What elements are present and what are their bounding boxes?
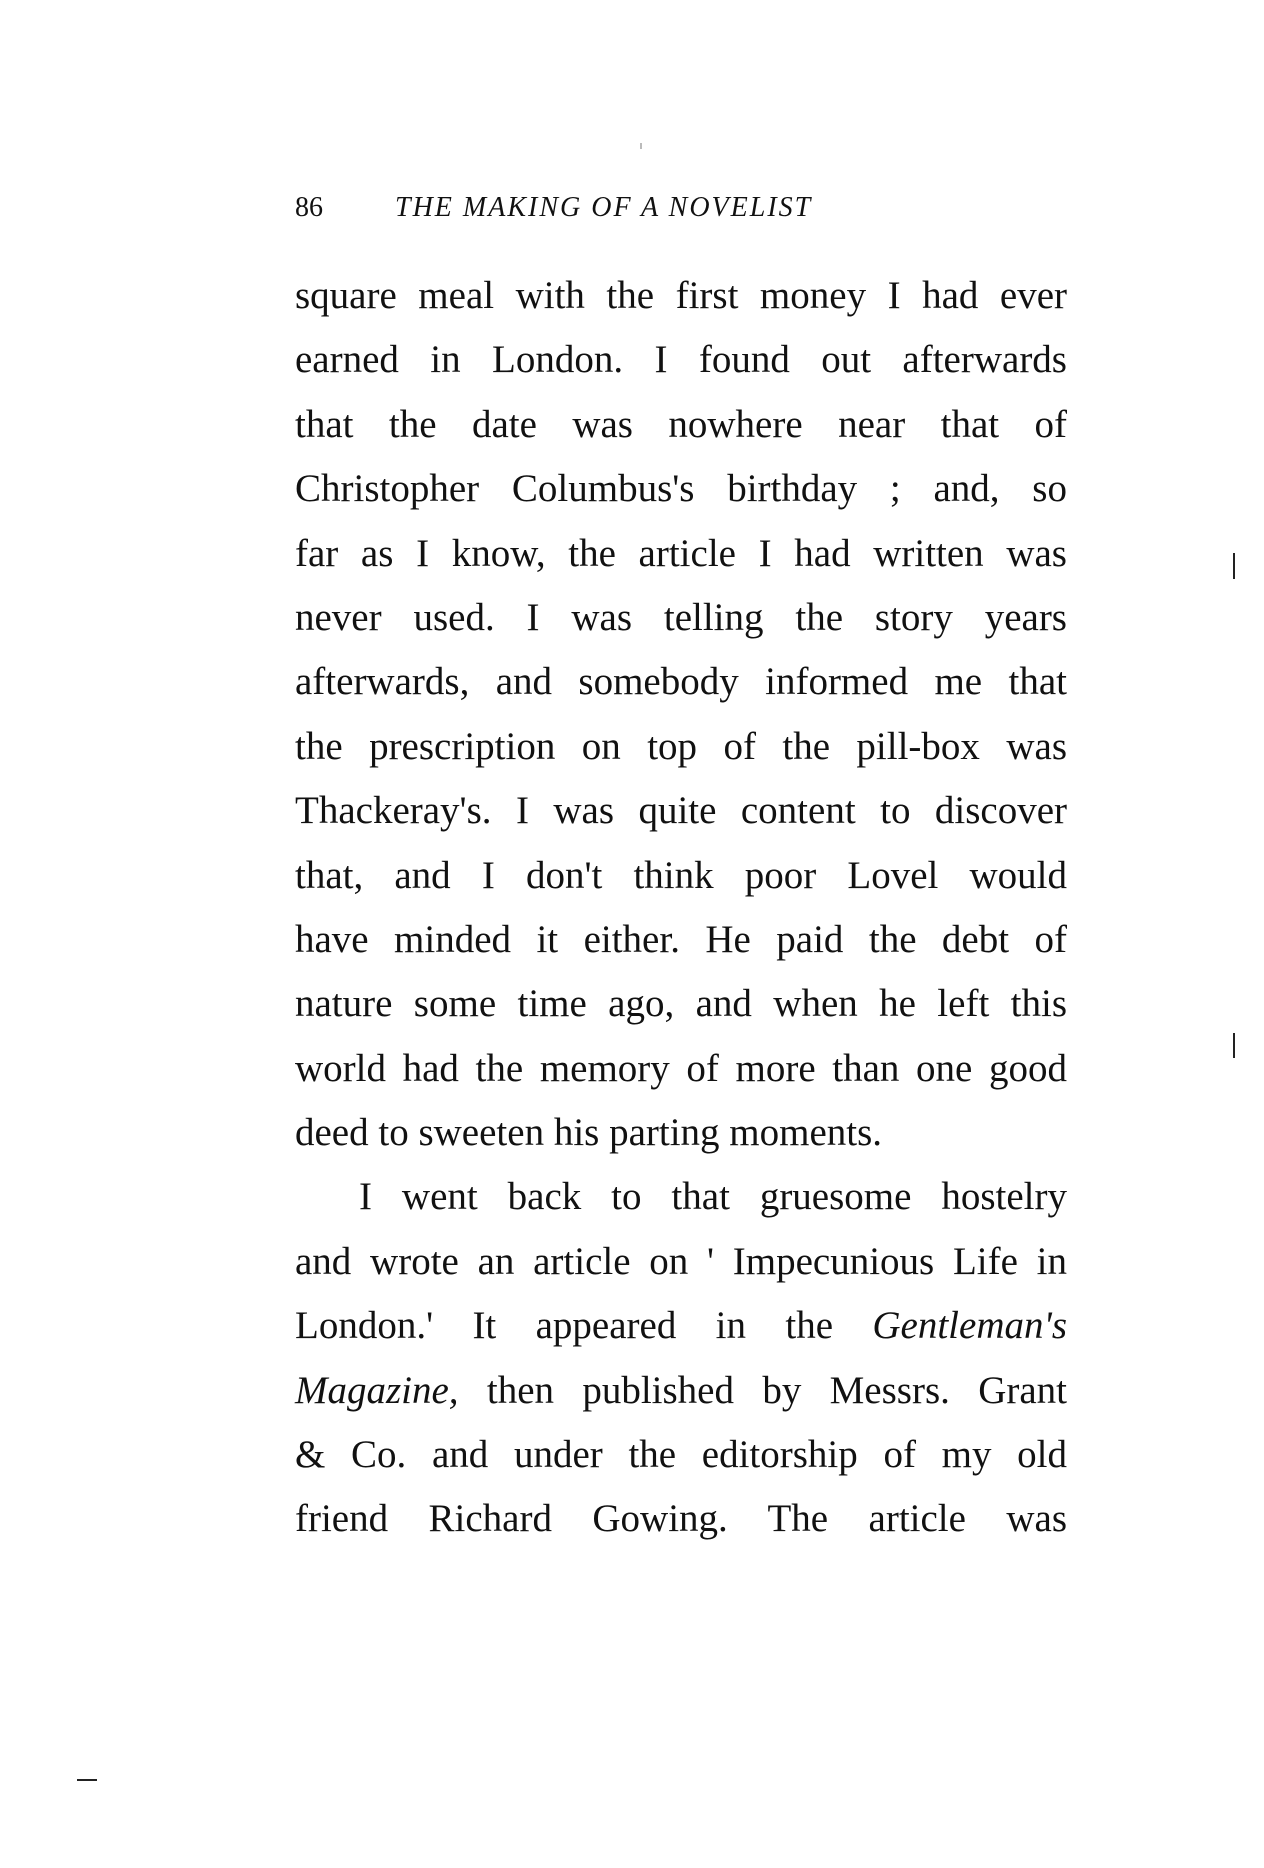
- text-line: & Co. and under the editorship of my old: [295, 1433, 1067, 1477]
- text-line: and wrote an article on ' Impecunious Life in: [295, 1239, 1067, 1283]
- text-segment: then published by Messrs. Grant: [458, 1368, 1067, 1412]
- paragraph-end-line: deed to sweeten his parting moments.: [295, 1111, 883, 1155]
- text-line: [295, 1359, 1067, 1423]
- text-line: the prescription on top of the pill-box was: [295, 724, 1067, 768]
- scan-artifact-mark: [1233, 553, 1235, 579]
- text-line: world had the memory of more than one good: [295, 1046, 1067, 1090]
- page-number: 86: [295, 192, 323, 223]
- scan-artifact-mark: [77, 1779, 97, 1781]
- text-line: square meal with the first money I had ever: [295, 274, 1067, 317]
- text-line: that the date was nowhere near that of: [295, 402, 1067, 446]
- text-line: never used. I was telling the story years: [295, 595, 1067, 639]
- text-line: Thackeray's. I was quite content to discover: [295, 789, 1067, 833]
- paragraph-start-line: I went back to that gruesome hostelry: [359, 1175, 1067, 1219]
- text-line: have minded it either. He paid the debt of: [295, 917, 1067, 961]
- text-line: far as I know, the article I had written was: [295, 531, 1067, 575]
- text-segment: London.' It appeared in the: [295, 1304, 873, 1348]
- text-line: Christopher Columbus's birthday ; and, so: [295, 467, 1067, 511]
- italic-title-segment: Magazine,: [295, 1368, 459, 1412]
- body-text: [295, 264, 1067, 1552]
- scan-artifact-mark: [640, 143, 642, 149]
- running-head: [295, 188, 1067, 228]
- running-title: THE MAKING OF A NOVELIST: [395, 192, 813, 223]
- text-line: nature some time ago, and when he left this: [295, 982, 1067, 1026]
- italic-title-segment: Gentleman's: [872, 1304, 1067, 1348]
- text-line: afterwards, and somebody informed me that: [295, 660, 1067, 704]
- text-line: that, and I don't think poor Lovel would: [295, 853, 1067, 897]
- text-line: friend Richard Gowing. The article was: [295, 1497, 1067, 1541]
- text-line: earned in London. I found out afterwards: [295, 338, 1067, 382]
- scan-artifact-mark: [1233, 1033, 1235, 1058]
- text-line: [295, 1294, 1067, 1358]
